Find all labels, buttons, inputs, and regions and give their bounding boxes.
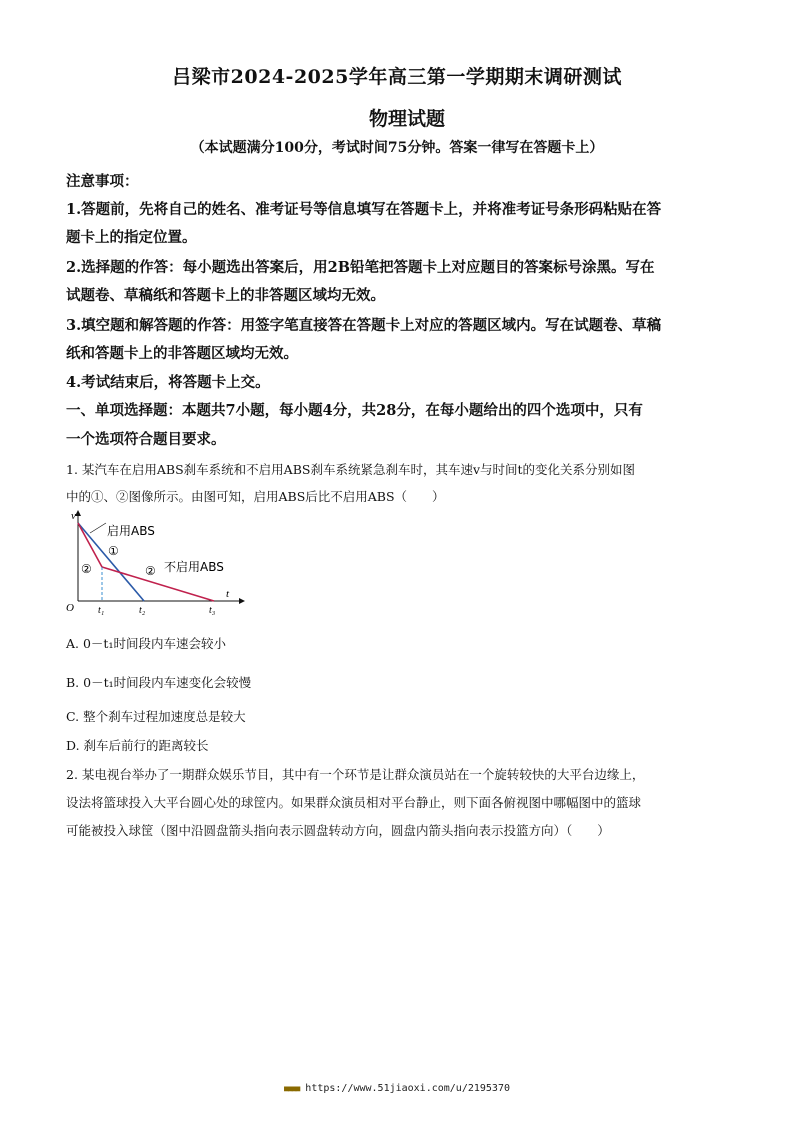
origin-label: O <box>66 602 74 614</box>
marker-1: ① <box>108 544 119 558</box>
option-d: D. 刹车后前行的距离较长 <box>66 738 209 753</box>
notice-item: 2.选择题的作答：每小题选出答案后，用2B铅笔把答题卡上对应题目的答案标号涂黑。写在 <box>66 259 655 276</box>
notice-item: 4.考试结束后，将答题卡上交。 <box>66 374 270 391</box>
label-abs: 启用ABS <box>107 524 155 538</box>
tick-t3: t₃ <box>209 605 216 616</box>
question-1-stem-cont: 中的①、②图像所示。由图可知，启用ABS后比不启用ABS（ ） <box>66 489 445 504</box>
notice-heading: 注意事项： <box>66 173 139 190</box>
footer-url[interactable]: https://www.51jiaoxi.com/u/2195370 <box>305 1083 510 1094</box>
notice-item: 试题卷、草稿纸和答题卡上的非答题区域均无效。 <box>66 287 385 304</box>
notice-item: 纸和答题卡上的非答题区域均无效。 <box>66 345 298 362</box>
t-axis-label: t <box>226 588 230 600</box>
page-footer <box>0 1083 794 1094</box>
marker-2-left: ② <box>81 562 92 576</box>
tick-t2: t₂ <box>139 605 146 616</box>
watermark-glyphs: ■■■■ <box>284 1084 300 1093</box>
subject-title: 物理试题 <box>368 108 445 130</box>
marker-2-right: ② <box>145 564 156 578</box>
question-2-stem-cont2: 可能被投入球筐（图中沿圆盘箭头指向表示圆盘转动方向，圆盘内箭头指向表示投篮方向）（ ） <box>66 823 610 838</box>
exam-note: （本试题满分100分，考试时间75分钟。答案一律写在答题卡上） <box>190 140 604 156</box>
question-2-stem-cont: 设法将篮球投入大平台圆心处的球筐内。如果群众演员相对平台静止，则下面各俯视图中哪幅图中的篮球 <box>66 795 642 810</box>
notice-item: 3.填空题和解答题的作答：用签字笔直接答在答题卡上对应的答题区域内。写在试题卷、草稿 <box>66 317 662 334</box>
section-heading: 一、单项选择题：本题共7小题，每小题4分，共28分，在每小题给出的四个选项中，只有 <box>66 402 643 419</box>
label-pointer <box>90 523 106 533</box>
v-axis-label: v <box>71 510 76 522</box>
question-2-stem: 2. 某电视台举办了一期群众娱乐节目，其中有一个环节是让群众演员站在一个旋转较快的大平台边缘上， <box>66 767 645 782</box>
option-b: B. 0－t₁时间段内车速变化会较慢 <box>66 675 252 690</box>
notice-item: 题卡上的指定位置。 <box>66 229 197 246</box>
tick-t1: t₁ <box>98 605 105 616</box>
section-heading-cont: 一个选项符合题目要求。 <box>66 431 226 448</box>
label-no-abs: 不启用ABS <box>164 560 224 574</box>
velocity-time-graph <box>60 505 250 620</box>
exam-title: 吕梁市2024-2025学年高三第一学期期末调研测试 <box>172 66 622 88</box>
question-1-stem: 1. 某汽车在启用ABS刹车系统和不启用ABS刹车系统紧急刹车时，其车速v与时间t的变化关系分别如图 <box>66 462 636 477</box>
notice-item: 1.答题前，先将自己的姓名、准考证号等信息填写在答题卡上，并将准考证号条形码粘贴在答 <box>66 201 662 218</box>
option-a: A. 0－t₁时间段内车速会较小 <box>66 636 226 651</box>
option-c: C. 整个刹车过程加速度总是较大 <box>66 709 246 724</box>
